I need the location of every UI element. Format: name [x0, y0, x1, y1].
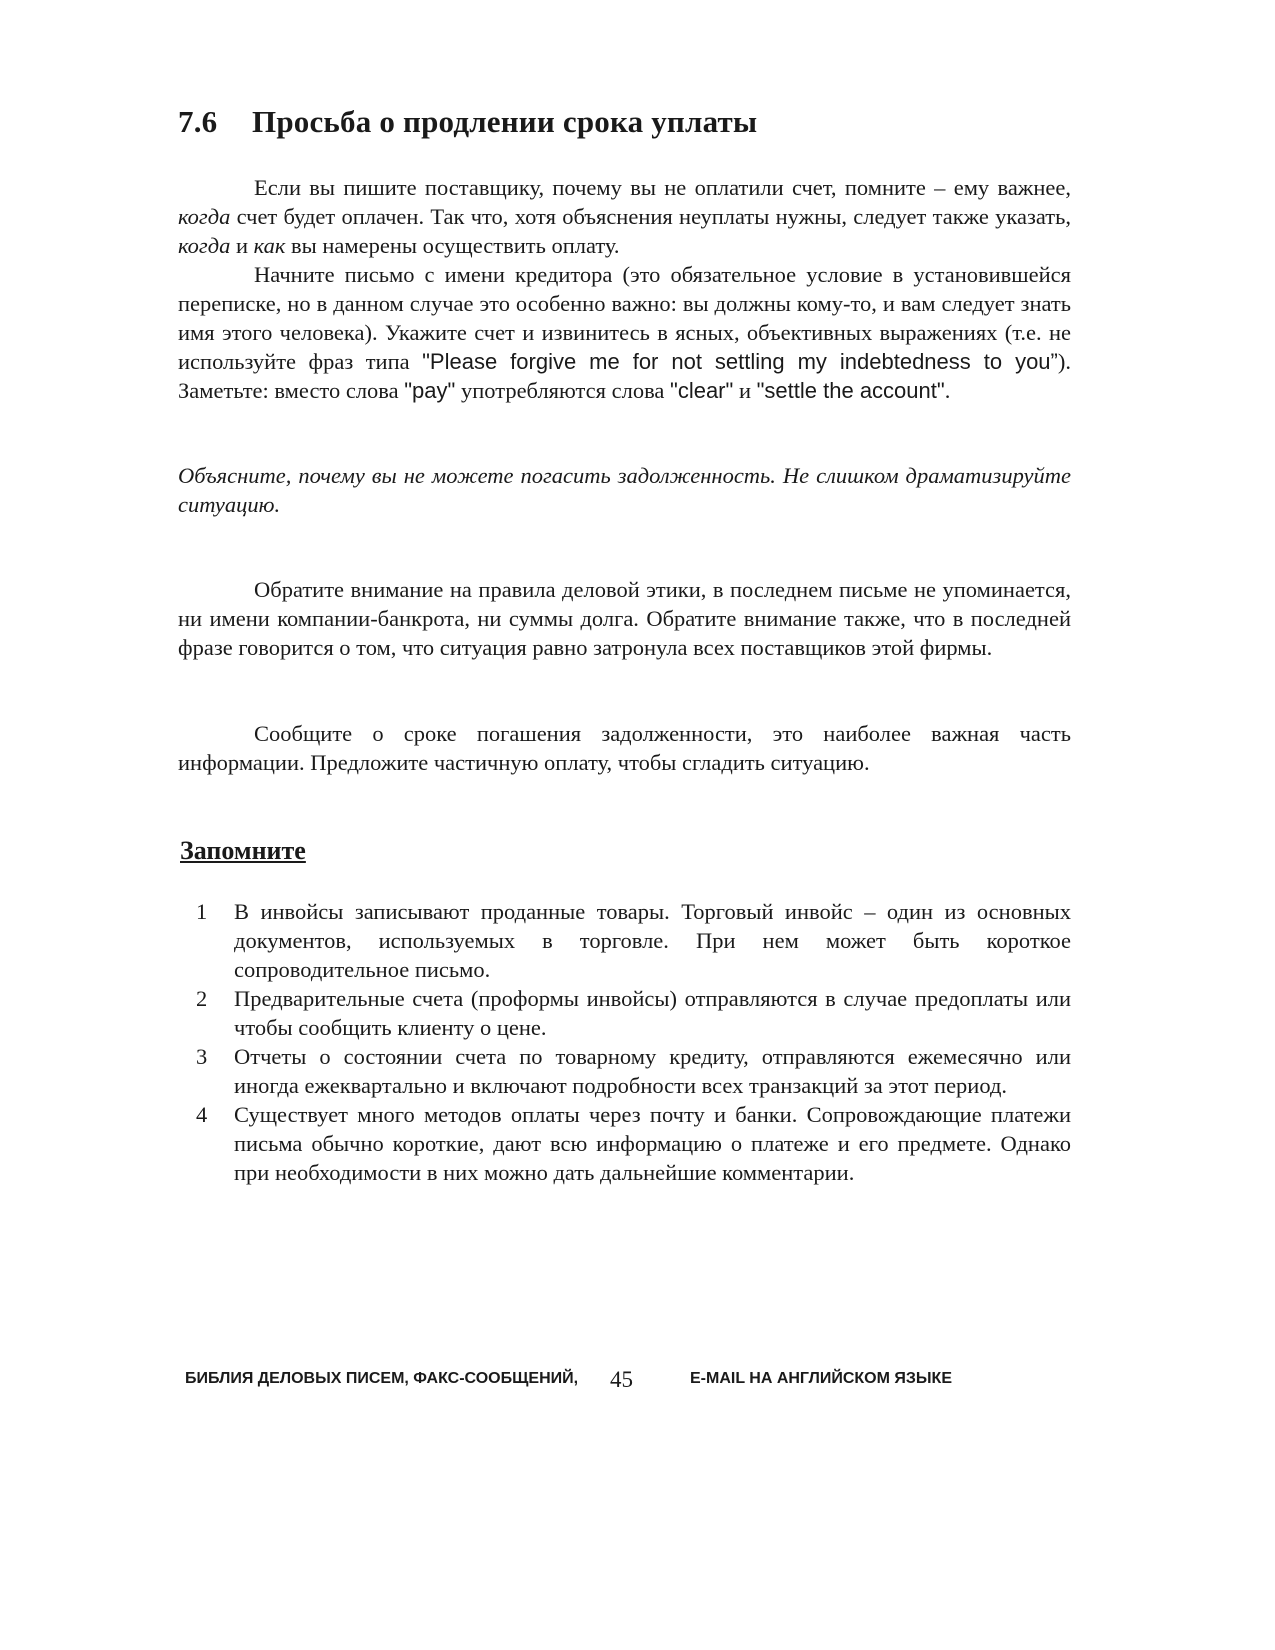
list-item-text: В инвойсы записывают проданные товары. Торговый инвойс – один из основных документов, используемых в торговле. При нем может быть короткое сопроводительное письмо. [234, 899, 1071, 982]
list-item-text: Предварительные счета (проформы инвойсы) отправляются в случае предоплаты или чтобы сообщить клиенту о цене. [234, 986, 1071, 1040]
section-heading [178, 104, 757, 140]
footer-book-title-right: E-MAIL НА АНГЛИЙСКОМ ЯЗЫКЕ [690, 1370, 952, 1387]
paragraph-1 [178, 173, 1071, 260]
intro-paragraphs [178, 173, 1071, 405]
english-word-clear: "clear" [670, 378, 734, 403]
emphasis-when: когда [178, 204, 231, 229]
emphasis-how: как [253, 233, 286, 258]
list-item [178, 984, 1071, 1042]
remember-heading: Запомните [180, 836, 306, 865]
remember-list [178, 897, 1071, 1187]
text-run: ). Заметьте: вместо слова [178, 349, 1071, 403]
list-item-number: 4 [196, 1102, 208, 1127]
text-run: Начните письмо с имени кредитора (это обязательное условие в установившейся переписке, но в данном случае это особенно важно: вы должны кому-то, и вам следует знать имя этого человека). Укажите счет и извинитесь в ясных, объективных выражениях (т.е. не используйте фраз типа [178, 262, 1071, 374]
paragraph-4-block [178, 719, 1071, 777]
list-item-number: 1 [196, 899, 208, 924]
english-phrase: "Please forgive me for not settling my indebtedness to you” [422, 349, 1058, 374]
list-item [178, 1042, 1071, 1100]
paragraph-2 [178, 260, 1071, 405]
list-item-number: 3 [196, 1044, 208, 1069]
list-item-number: 2 [196, 986, 208, 1011]
section-number: 7.6 [178, 104, 218, 139]
text-run: и [230, 233, 254, 258]
text-run: счет будет оплачен. Так что, хотя объяснения неуплаты нужны, следует также указать, [230, 204, 1071, 229]
italic-note [178, 461, 1071, 519]
text-run: вы намерены осуществить оплату. [285, 233, 620, 258]
list-item-text: Существует много методов оплаты через почту и банки. Сопровождающие платежи письма обычно короткие, дают всю информацию о платеже и его предмете. Однако при необходимости в них можно дать дальнейшие комментарии. [234, 1102, 1071, 1185]
paragraph-4: Сообщите о сроке погашения задолженности, это наиболее важная часть информации. Предложите частичную оплату, чтобы сгладить ситуацию. [178, 721, 1071, 775]
text-run: . [944, 378, 951, 403]
list-item [178, 1100, 1071, 1187]
list-item [178, 897, 1071, 984]
text-run: употребляются слова [455, 378, 671, 403]
text-run: и [733, 378, 757, 403]
list-item-text: Отчеты о состоянии счета по товарному кредиту, отправляются ежемесячно или иногда ежеквартально и включают подробности всех транзакций за этот период. [234, 1044, 1071, 1098]
page-footer [0, 1367, 1275, 1397]
english-phrase-settle: "settle the account" [756, 378, 945, 403]
page-number: 45 [610, 1367, 633, 1392]
italic-note-text: Объясните, почему вы не можете погасить задолженность. Не слишком драматизируйте ситуацию. [178, 463, 1071, 517]
text-run: Если вы пишите поставщику, почему вы не оплатили счет, помните – ему важнее, [254, 175, 1071, 200]
paragraph-3: Обратите внимание на правила деловой этики, в последнем письме не упоминается, ни имени компании-банкрота, ни суммы долга. Обратите внимание также, что в последней фразе говорится о том, что ситуация равно затронула всех поставщиков этой фирмы. [178, 577, 1071, 660]
english-word-pay: "pay" [404, 378, 456, 403]
section-title: Просьба о продлении срока уплаты [252, 104, 758, 139]
footer-book-title-left: БИБЛИЯ ДЕЛОВЫХ ПИСЕМ, ФАКС-СООБЩЕНИЙ, [185, 1370, 579, 1387]
paragraph-3-block [178, 575, 1071, 662]
emphasis-when: когда [178, 233, 231, 258]
